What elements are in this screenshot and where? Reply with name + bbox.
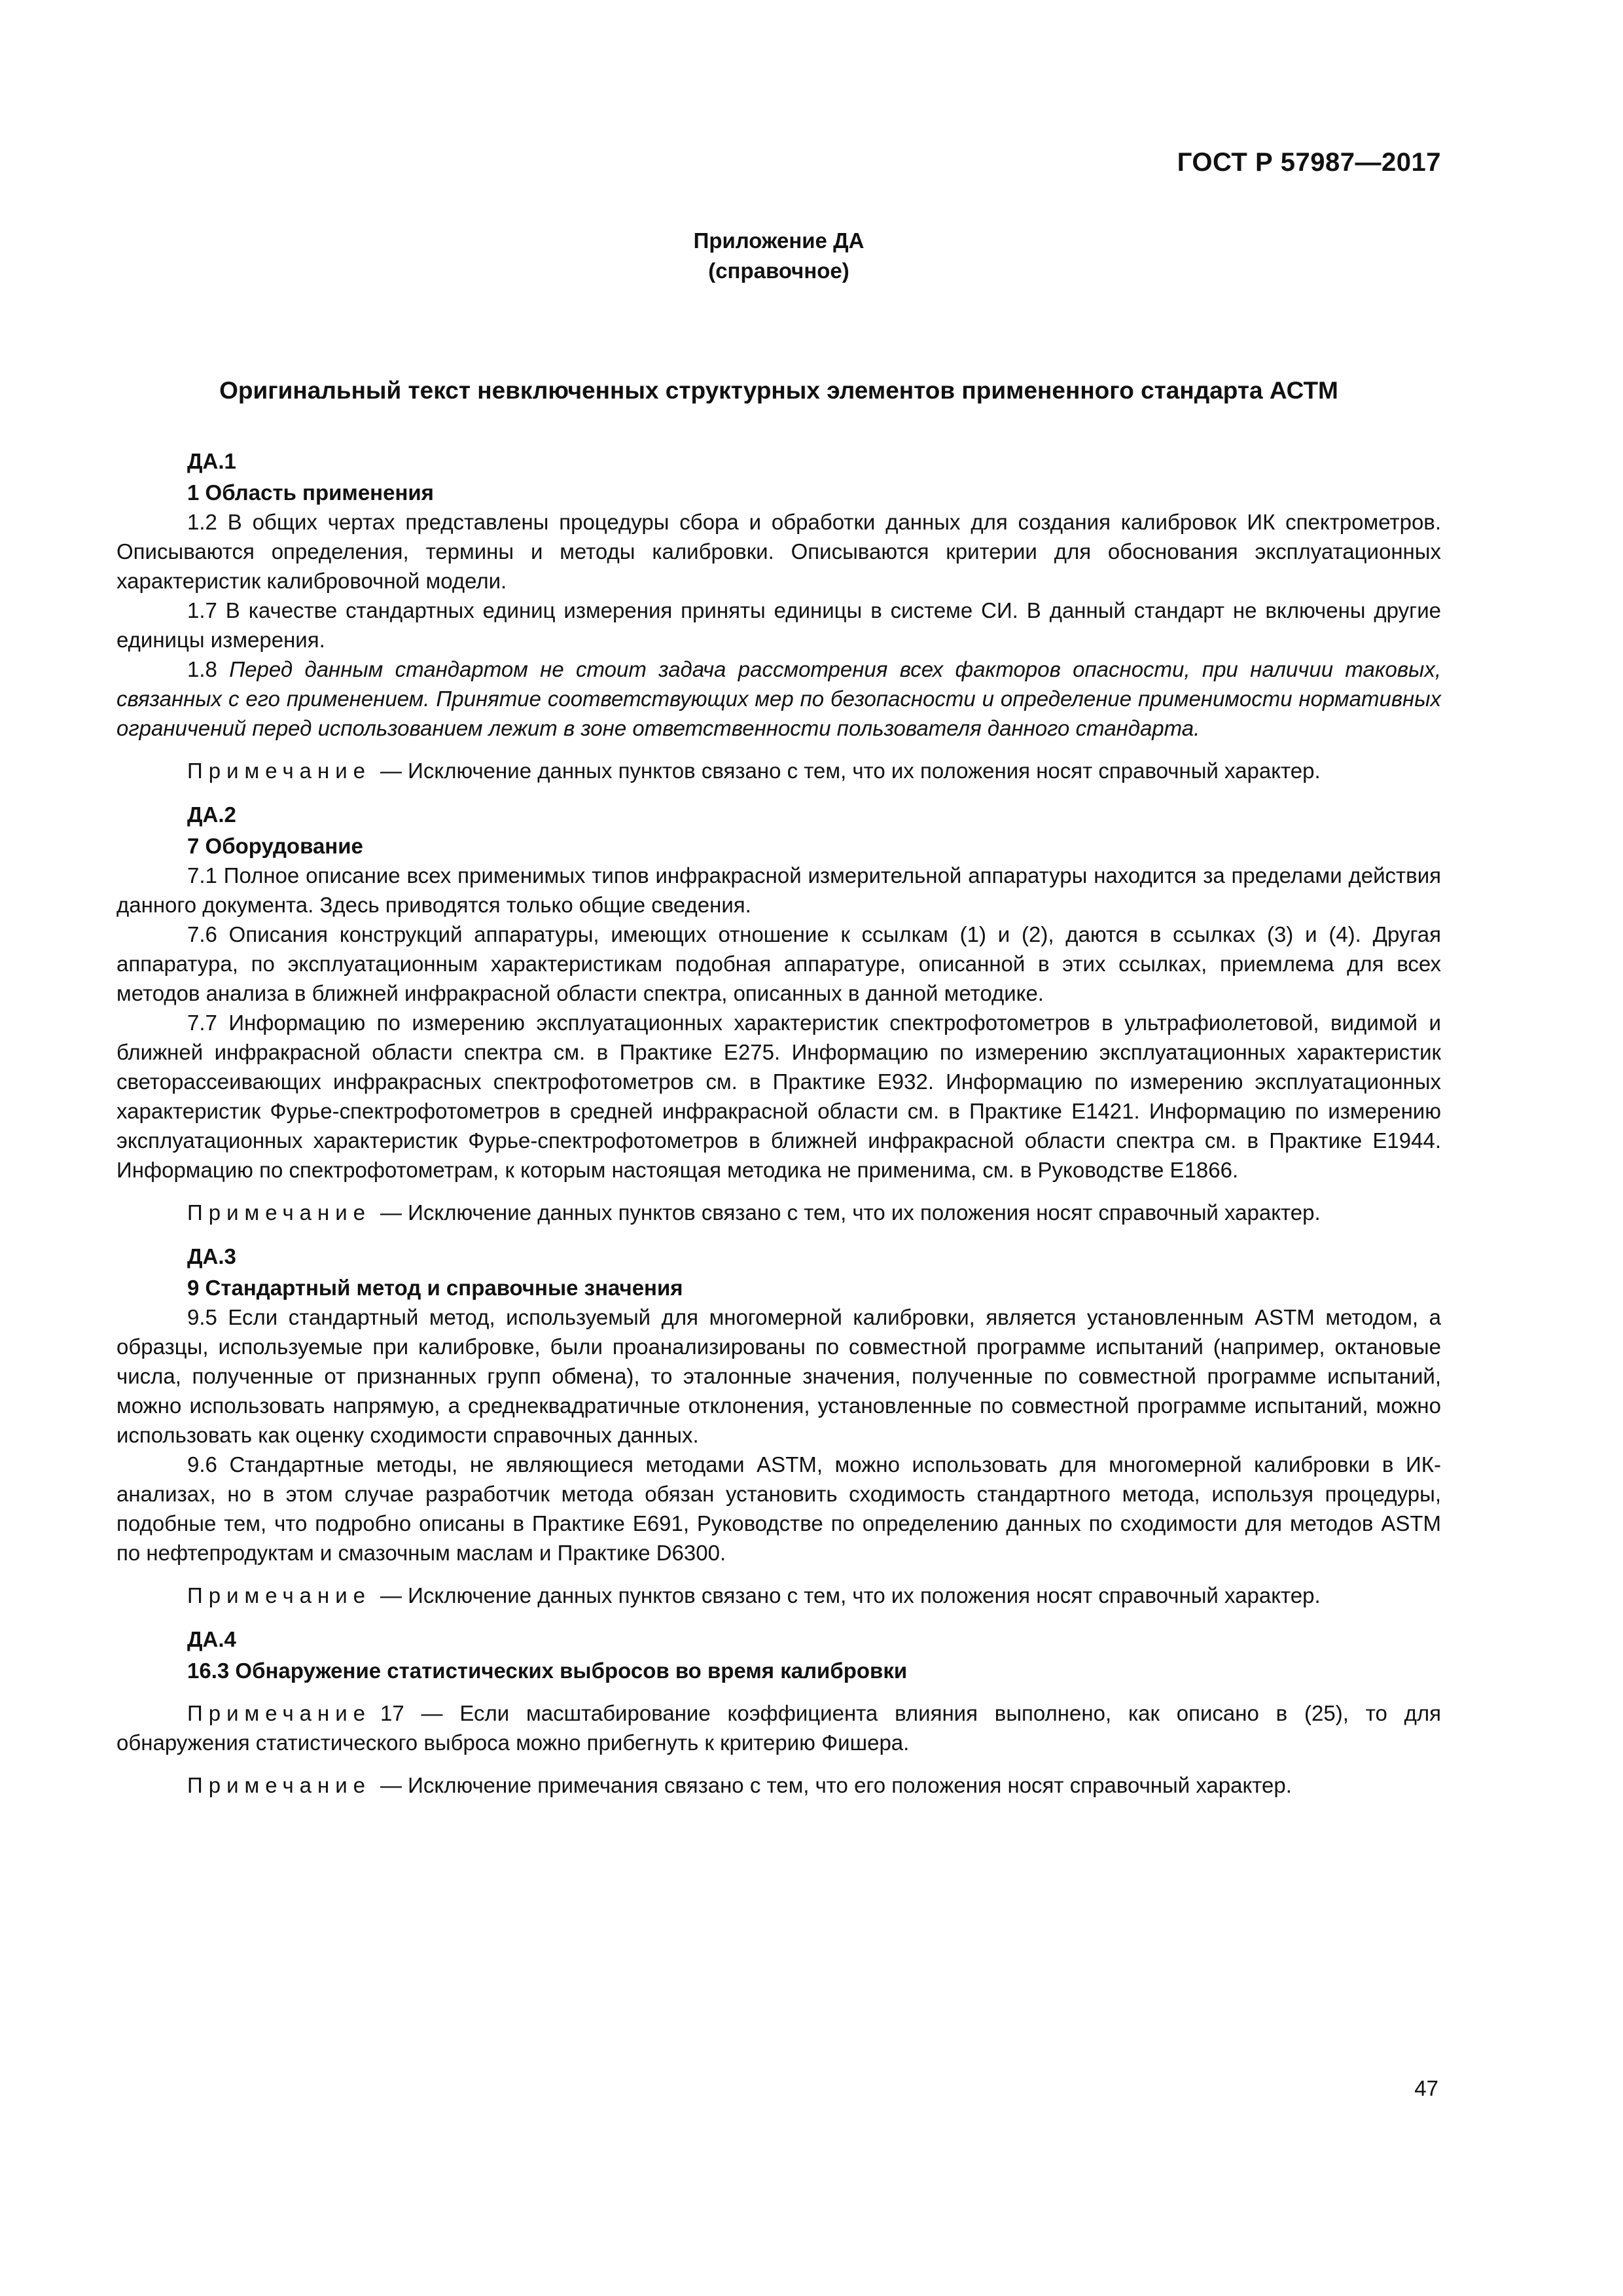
page-title: Оригинальный текст невключенных структурных элементов примененного стандарта АСТМ (219, 377, 1338, 404)
section-label: ДА.1 (187, 449, 236, 473)
note-label: Примечание (187, 1701, 372, 1725)
appendix-name: Приложение ДА (693, 228, 865, 253)
note-text: — Исключение данных пунктов связано с тем, что их положения носят справочный характер. (380, 1200, 1321, 1225)
paragraph: 7.1 Полное описание всех применимых типов инфракрасной измерительной аппаратуры находится за пределами действия данного документа. Здесь приводятся только общие сведения. (116, 863, 1441, 917)
note (116, 756, 1441, 785)
note-text: — Исключение данных пунктов связано с тем, что их положения носят справочный характер. (380, 1583, 1321, 1607)
paragraph: 1.2 В общих чертах представлены процедуры сбора и обработки данных для создания калибровок ИК спектрометров. Описываются определения, термины и методы калибровки. Описываются критерии для обоснования эксплуатационных характеристик калибровочной модели. (116, 510, 1441, 593)
note-text: — Исключение примечания связано с тем, что его положения носят справочный характер. (380, 1773, 1292, 1797)
note (116, 1770, 1441, 1800)
section-heading: 7 Оборудование (187, 834, 363, 858)
paragraph: 7.6 Описания конструкций аппаратуры, имеющих отношение к ссылкам (1) и (2), даются в ссылках (3) и (4). Другая аппаратура, по эксплуатационным характеристикам подобная аппаратуре, описанной в этих ссылках, приемлема для всех методов анализа в ближней инфракрасной области спектра, описанных в данной методике. (116, 922, 1441, 1005)
paragraph: 9.5 Если стандартный метод, используемый для многомерной калибровки, является установленным ASTM методом, а образцы, используемые при калибровке, были проанализированы по совместной программе испытаний (например, октановые числа, полученные от признанных групп обмена), то эталонные значения, полученные по совместной программе испытаний, можно использовать напрямую, а среднеквадратичные отклонения, установленные по совместной программе испытаний, можно использовать как оценку сходимости справочных данных. (116, 1305, 1441, 1447)
document-id: ГОСТ Р 57987—2017 (1177, 148, 1441, 177)
section-label: ДА.2 (187, 802, 236, 827)
note (116, 1698, 1441, 1757)
paragraph-italic (116, 655, 1441, 743)
paragraph: 7.7 Информацию по измерению эксплуатационных характеристик спектрофотометров в ультрафиолетовой, видимой и ближней инфракрасной области спектра см. в Практике E275. Информацию по измерению эксплуатационных характеристик светорассеивающих инфракрасных спектрофотометров см. в Практике E932. Информацию по измерению эксплуатационных характеристик Фурье-спектрофотометров в средней инфракрасной области см. в Практике E1421. Информацию по измерению эксплуатационных характеристик Фурье-спектрофотометров в ближней инфракрасной области спектра см. в Практике E1944. Информацию по спектрофотометрам, к которым настоящая методика не применима, см. в Руководстве E1866. (116, 1011, 1441, 1182)
section-label: ДА.3 (187, 1244, 236, 1268)
note-label: Примечание (187, 759, 372, 783)
note-label: Примечание (187, 1583, 372, 1607)
appendix-title (116, 226, 1441, 286)
paragraph-number: 1.8 (187, 657, 217, 681)
note-text: 17 — Если масштабирование коэффициента влияния выполнено, как описано в (25), то для обнаружения статистического выброса можно прибегнуть к критерию Фишера. (116, 1701, 1441, 1755)
note (116, 1581, 1441, 1610)
section-heading: 9 Стандартный метод и справочные значения (187, 1276, 683, 1300)
document-body (116, 445, 1441, 1800)
note-text: — Исключение данных пунктов связано с тем, что их положения носят справочный характер. (380, 759, 1321, 783)
paragraph: 1.7 В качестве стандартных единиц измерения приняты единицы в системе СИ. В данный стандарт не включены другие единицы измерения. (116, 598, 1441, 652)
appendix-status: (справочное) (708, 259, 849, 283)
document-page (116, 0, 1441, 2296)
paragraph-italic-text: Перед данным стандартом не стоит задача рассмотрения всех факторов опасности, при наличии таковых, связанных с его применением. Принятие соответствующих мер по безопасности и определение применимости нормативных ограничений перед использованием лежит в зоне ответственности пользователя данного стандарта. (116, 657, 1441, 740)
section-heading: 1 Область применения (187, 480, 434, 505)
note-label: Примечание (187, 1773, 372, 1797)
section-heading: 16.3 Обнаружение статистических выбросов во время калибровки (187, 1659, 908, 1683)
section-label: ДА.4 (187, 1627, 236, 1651)
note (116, 1198, 1441, 1227)
note-label: Примечание (187, 1200, 372, 1225)
page-number: 47 (1414, 2076, 1438, 2100)
paragraph: 9.6 Стандартные методы, не являющиеся методами ASTM, можно использовать для многомерной калибровки в ИК-анализах, но в этом случае разработчик метода обязан установить сходимость стандартного метода, используя процедуры, подобные тем, что подробно описаны в Практике E691, Руководстве по определению данных по сходимости для методов ASTM по нефтепродуктам и смазочным маслам и Практике D6300. (116, 1452, 1441, 1565)
